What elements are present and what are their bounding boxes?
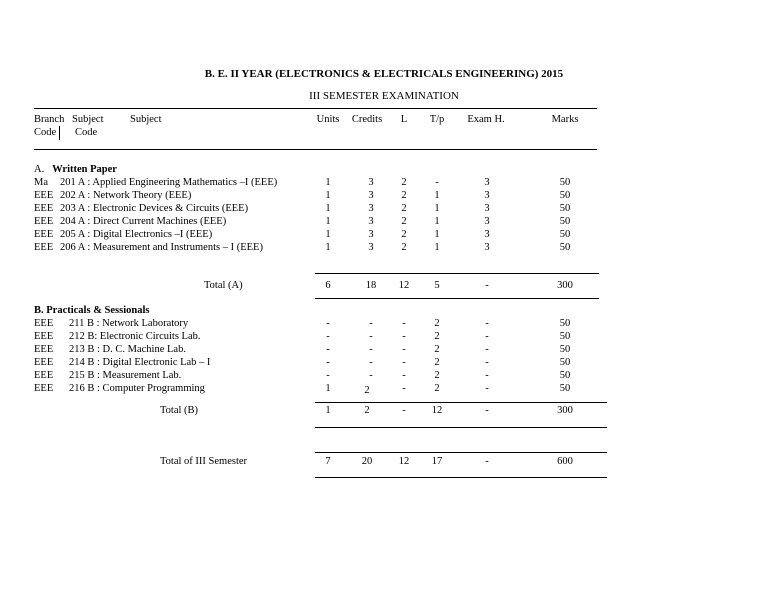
row-subject: 203 A : Electronic Devices & Circuits (EEE) bbox=[60, 203, 249, 214]
total-marks: 300 bbox=[557, 280, 573, 291]
total-tp: 5 bbox=[434, 280, 440, 291]
header-subjectcode-line1: Subject bbox=[72, 114, 104, 125]
row-credits: 3 bbox=[368, 203, 374, 214]
row-l: 2 bbox=[401, 203, 407, 214]
row-marks: 50 bbox=[559, 318, 571, 329]
total-units: 6 bbox=[325, 280, 331, 291]
row-tp: 2 bbox=[434, 344, 440, 355]
row-marks: 50 bbox=[559, 216, 571, 227]
row-credits: 3 bbox=[368, 229, 374, 240]
row-l: 2 bbox=[401, 177, 407, 188]
row-branch: EEE bbox=[34, 190, 54, 201]
total-credits: 2 bbox=[364, 405, 370, 416]
row-marks: 50 bbox=[559, 177, 571, 188]
row-tp: 1 bbox=[434, 229, 440, 240]
grand-total-marks: 600 bbox=[557, 456, 573, 467]
header-branch-line1: Branch bbox=[34, 114, 65, 125]
row-l: 2 bbox=[401, 216, 407, 227]
row-branch: EEE bbox=[34, 242, 54, 253]
header-cursor-bar bbox=[59, 126, 60, 140]
row-l: - bbox=[402, 344, 406, 355]
total-a-bottom-rule bbox=[315, 298, 599, 299]
document-subtitle: III SEMESTER EXAMINATION bbox=[309, 90, 459, 102]
total-b-bottom-rule bbox=[315, 427, 607, 428]
total-exam-h: - bbox=[485, 280, 489, 291]
row-units: - bbox=[326, 318, 330, 329]
row-subject: 202 A : Network Theory (EEE) bbox=[60, 190, 192, 201]
row-l: - bbox=[402, 331, 406, 342]
row-branch: Ma bbox=[34, 177, 48, 188]
row-units: 1 bbox=[325, 190, 331, 201]
row-branch: EEE bbox=[34, 203, 54, 214]
total-units: 1 bbox=[325, 405, 331, 416]
total-a-label: Total (A) bbox=[204, 280, 243, 291]
row-subject: 201 A : Applied Engineering Mathematics –I (EEE) bbox=[60, 177, 278, 188]
grand-total-tp: 17 bbox=[431, 456, 443, 467]
row-tp: 1 bbox=[434, 242, 440, 253]
row-tp: 1 bbox=[434, 190, 440, 201]
header-exam-h: Exam H. bbox=[467, 114, 505, 125]
row-units: 1 bbox=[325, 216, 331, 227]
header-units: Units bbox=[316, 114, 340, 125]
row-branch: EEE bbox=[34, 216, 54, 227]
row-exam-h: - bbox=[485, 370, 489, 381]
row-tp: 2 bbox=[434, 331, 440, 342]
header-subjectcode-line2: Code bbox=[75, 127, 98, 138]
row-exam-h: - bbox=[485, 357, 489, 368]
row-l: 2 bbox=[401, 242, 407, 253]
row-branch: EEE bbox=[34, 383, 54, 394]
total-credits: 18 bbox=[365, 280, 377, 291]
row-tp: 2 bbox=[434, 370, 440, 381]
header-l: L bbox=[400, 114, 408, 125]
grand-total-credits: 20 bbox=[361, 456, 373, 467]
row-subject: 215 B : Measurement Lab. bbox=[69, 370, 182, 381]
total-exam-h: - bbox=[485, 405, 489, 416]
grand-total-label: Total of III Semester bbox=[160, 456, 248, 467]
row-units: - bbox=[326, 331, 330, 342]
row-marks: 50 bbox=[559, 242, 571, 253]
row-l: 2 bbox=[401, 229, 407, 240]
row-subject: 214 B : Digital Electronic Lab – I bbox=[69, 357, 211, 368]
row-units: - bbox=[326, 357, 330, 368]
row-tp: 2 bbox=[434, 318, 440, 329]
row-credits: 2 bbox=[364, 385, 370, 396]
row-subject: 213 B : D. C. Machine Lab. bbox=[69, 344, 186, 355]
header-credits: Credits bbox=[351, 114, 383, 125]
total-l: 12 bbox=[398, 280, 410, 291]
row-exam-h: 3 bbox=[484, 190, 490, 201]
row-credits: - bbox=[369, 370, 373, 381]
row-marks: 50 bbox=[559, 357, 571, 368]
total-marks: 300 bbox=[557, 405, 573, 416]
grand-total-exam-h: - bbox=[485, 456, 489, 467]
row-branch: EEE bbox=[34, 318, 54, 329]
row-branch: EEE bbox=[34, 344, 54, 355]
row-credits: - bbox=[369, 318, 373, 329]
row-marks: 50 bbox=[559, 383, 571, 394]
row-credits: 3 bbox=[368, 242, 374, 253]
row-exam-h: 3 bbox=[484, 229, 490, 240]
row-credits: - bbox=[369, 331, 373, 342]
row-exam-h: 3 bbox=[484, 216, 490, 227]
row-units: 1 bbox=[325, 383, 331, 394]
row-tp: 1 bbox=[434, 216, 440, 227]
row-tp: 2 bbox=[434, 357, 440, 368]
section-a-heading bbox=[34, 164, 117, 175]
row-units: 1 bbox=[325, 203, 331, 214]
row-exam-h: - bbox=[485, 331, 489, 342]
row-exam-h: - bbox=[485, 344, 489, 355]
row-units: 1 bbox=[325, 242, 331, 253]
row-units: - bbox=[326, 344, 330, 355]
row-subject: 204 A : Direct Current Machines (EEE) bbox=[60, 216, 227, 227]
row-tp: 2 bbox=[434, 383, 440, 394]
row-subject: 212 B: Electronic Circuits Lab. bbox=[69, 331, 201, 342]
row-marks: 50 bbox=[559, 370, 571, 381]
row-subject: 211 B : Network Laboratory bbox=[69, 318, 189, 329]
row-marks: 50 bbox=[559, 190, 571, 201]
row-credits: - bbox=[369, 344, 373, 355]
row-branch: EEE bbox=[34, 370, 54, 381]
row-marks: 50 bbox=[559, 344, 571, 355]
row-marks: 50 bbox=[559, 203, 571, 214]
header-top-rule bbox=[34, 108, 597, 109]
section-a-prefix: A. bbox=[34, 164, 45, 175]
header-tp: T/p bbox=[429, 114, 445, 125]
row-credits: 3 bbox=[368, 190, 374, 201]
section-b-heading: B. Practicals & Sessionals bbox=[34, 305, 150, 316]
header-subject: Subject bbox=[130, 114, 162, 125]
row-l: 2 bbox=[401, 190, 407, 201]
row-tp: 1 bbox=[434, 203, 440, 214]
grand-total-l: 12 bbox=[398, 456, 410, 467]
header-branch-line2: Code bbox=[34, 127, 57, 138]
row-exam-h: 3 bbox=[484, 242, 490, 253]
header-marks: Marks bbox=[551, 114, 579, 125]
row-units: 1 bbox=[325, 177, 331, 188]
row-units: - bbox=[326, 370, 330, 381]
row-tp: - bbox=[435, 177, 439, 188]
row-subject: 216 B : Computer Programming bbox=[69, 383, 205, 394]
total-a-top-rule bbox=[315, 273, 599, 274]
row-credits: 3 bbox=[368, 216, 374, 227]
document-title: B. E. II YEAR (ELECTRONICS & ELECTRICALS ENGINEERING) 2015 bbox=[204, 68, 564, 80]
row-units: 1 bbox=[325, 229, 331, 240]
row-credits: 3 bbox=[368, 177, 374, 188]
total-tp: 12 bbox=[431, 405, 443, 416]
row-exam-h: - bbox=[485, 318, 489, 329]
row-branch: EEE bbox=[34, 229, 54, 240]
row-branch: EEE bbox=[34, 331, 54, 342]
row-l: - bbox=[402, 357, 406, 368]
section-a-title: Written Paper bbox=[52, 164, 117, 175]
row-marks: 50 bbox=[559, 331, 571, 342]
row-subject: 205 A : Digital Electronics –I (EEE) bbox=[60, 229, 213, 240]
row-marks: 50 bbox=[559, 229, 571, 240]
grand-total-top-rule bbox=[315, 452, 607, 453]
row-l: - bbox=[402, 318, 406, 329]
row-credits: - bbox=[369, 357, 373, 368]
total-b-top-rule bbox=[315, 402, 607, 403]
grand-total-units: 7 bbox=[325, 456, 331, 467]
row-l: - bbox=[402, 383, 406, 394]
row-subject: 206 A : Measurement and Instruments – I (EEE) bbox=[60, 242, 263, 253]
row-branch: EEE bbox=[34, 357, 54, 368]
row-exam-h: - bbox=[485, 383, 489, 394]
grand-total-bottom-rule bbox=[315, 477, 607, 478]
row-l: - bbox=[402, 370, 406, 381]
total-l: - bbox=[402, 405, 406, 416]
header-bottom-rule bbox=[34, 149, 597, 150]
total-b-label: Total (B) bbox=[160, 405, 199, 416]
row-exam-h: 3 bbox=[484, 203, 490, 214]
row-exam-h: 3 bbox=[484, 177, 490, 188]
